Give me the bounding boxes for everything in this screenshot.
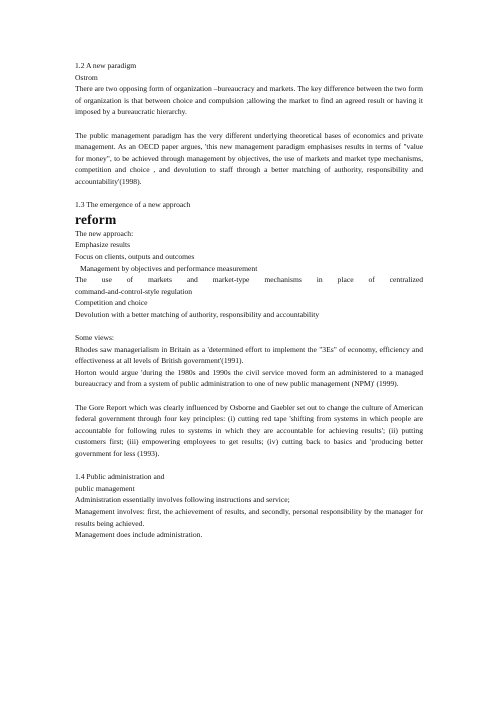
list-item: command-and-control-style regulation — [75, 286, 193, 296]
section-1-3-heading: 1.3 The emergence of a new approach — [75, 200, 191, 210]
paragraph-public-management-paradigm: The public management paradigm has the very different underlying theoretical bases of economics and private management. As an OECD paper argues, 'this new management paradigm emphasises results in terms of "value for money", to be achieved through management by objectives, the use of markets and market type mechanisms, competition and choice , and devolution to staff through a better matching of authority, responsibility and accountability'(1998). — [75, 130, 423, 186]
paragraph-rhodes: Rhodes saw managerialism in Britain as a 'determined effort to implement the "3Es" of economy, efficiency and effectiveness at all levels of British government'(1991). — [75, 344, 423, 366]
paragraph-management-includes: Management does include administration. — [75, 530, 203, 540]
paragraph-management: Management involves: first, the achievement of results, and secondly, personal responsibility by the manager for results being achieved. — [75, 506, 423, 528]
views-heading: Some views: — [75, 333, 115, 343]
section-1-2-heading: 1.2 A new paradigm — [75, 61, 137, 70]
section-1-4-heading: 1.4 Public administration and — [75, 472, 165, 482]
list-item: The new approach: — [75, 228, 134, 238]
list-item: The use of markets and market-type mechanisms in place of centralized — [75, 275, 423, 285]
paragraph-administration: Administration essentially involves following instructions and service; — [75, 495, 290, 505]
paragraph-gore-report: The Gore Report which was clearly influenced by Osborne and Gaebler set out to change the culture of American federal government through four key principles: (i) cutting red tape 'shifting from systems in which people are accountable for following rules to systems in which they are accountable for achieving results'; (ii) putting customers first; (iii) empowering employees to get results; (iv) cutting back to basics and 'producing better government for less (1993). — [75, 402, 423, 458]
document-page — [75, 60, 423, 541]
author-name: Ostrom — [75, 72, 98, 82]
list-item: Emphasize results — [75, 240, 131, 250]
paragraph-organization-forms: There are two opposing form of organization –bureaucracy and markets. The key difference between the two form of organization is that between choice and compulsion ;allowing the market to find an agreed result or having it imposed by a bureaucratic hierarchy. — [75, 84, 423, 117]
section-1-4-heading-line2: public management — [75, 483, 135, 493]
list-item: Management by objectives and performance measurement — [80, 263, 258, 273]
list-item: Devolution with a better matching of authority, responsibility and accountability — [75, 309, 320, 319]
paragraph-horton: Horton would argue 'during the 1980s and 1990s the civil service moved form an administered to a managed bureaucracy and from a system of public administration to one of new public management (NPM)' (1999). — [75, 367, 423, 389]
list-item: Focus on clients, outputs and outcomes — [75, 251, 195, 261]
list-item: Competition and choice — [75, 298, 148, 308]
reform-heading: reform — [75, 211, 117, 227]
